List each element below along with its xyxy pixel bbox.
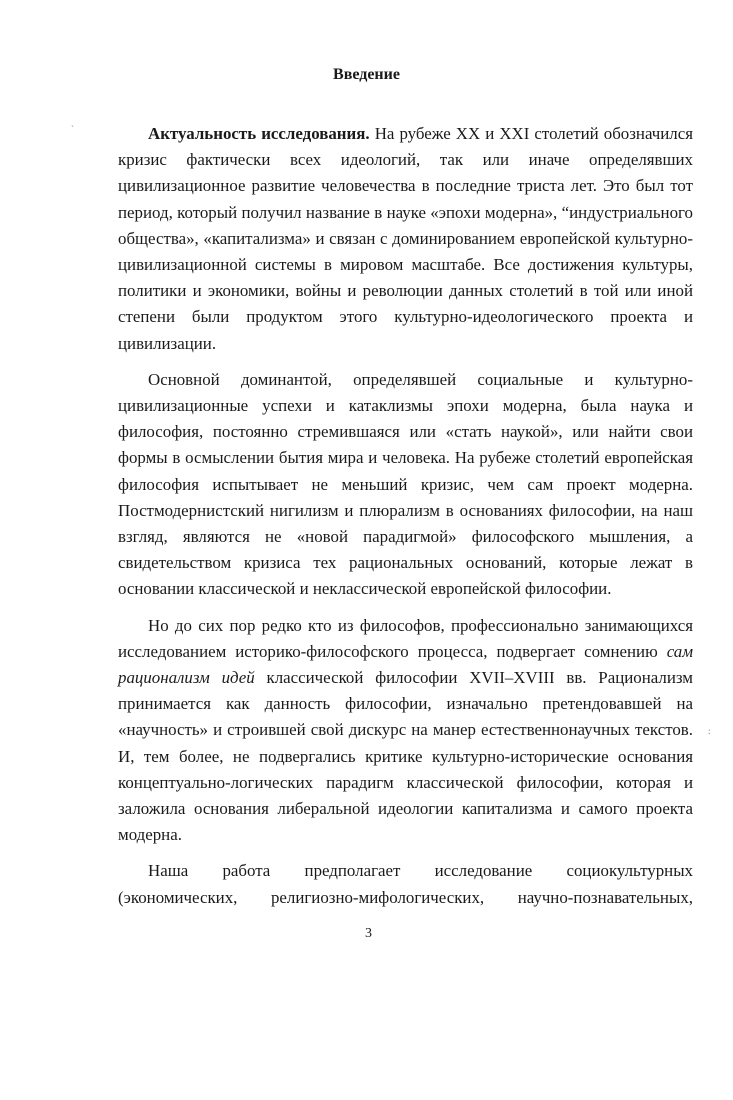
paragraph-text: Но до сих пор редко кто из философов, профессионально занимающихся исследованием историко-философского процесса, подвергает сомнению bbox=[118, 615, 693, 661]
paragraph-text: классической философии XVII–XVIII вв. Рационализм принимается как данность философии, изначально претендовавшей на «научность» и строившей свой дискурс на манер естественнонаучных текстов. И, тем более, не подвергались критике культурно-исторические основания концептуально-логических парадигм классической философии, которая и заложила основания либеральной идеологии капитализма и самого проекта модерна. bbox=[118, 668, 693, 845]
paragraph-text: На рубеже XX и XXI столетий обозначился кризис фактически всех идеологий, так или иначе определявших цивилизационное развитие человечества в последние триста лет. Это был тот период, который получил название в науке «эпохи модерна», “индустриального общества», «капитализма» и связан с доминированием европейской культурно-цивилизационной системы в мировом масштабе. Все достижения культуры, политики и экономики, войны и революции данных столетий в той или иной степени были продуктом этого культурно-идеологического проекта и цивилизации. bbox=[118, 124, 693, 353]
paragraph-italic-phrase: сам рационализм идей bbox=[118, 641, 693, 688]
paragraph-text: Основной доминантой, определявшей социальные и культурно-цивилизационные успехи и катаклизмы эпохи модерна, была наука и философия, постоянно стремившаяся или «стать наукой», или найти свои формы в осмыслении бытия мира и человека. На рубеже столетий европейская философия испытывает не меньший кризис, чем сам проект модерна. Постмодернистский нигилизм и плюрализм в основаниях философии, на наш взгляд, являются не «новой парадигмой» философского мышления, а свидетельством кризиса тех рациональных оснований, которые лежат в основании классической и неклассической европейской философии. bbox=[118, 369, 693, 599]
paragraph-2 bbox=[118, 367, 693, 603]
paragraph-text: Наша работа предполагает исследование социокультурных (экономических, религиозно-мифологических, научно-познавательных, bbox=[118, 861, 693, 907]
scan-artifact-mark: : bbox=[708, 726, 711, 736]
paragraph-lead-bold: Актуальность исследования. bbox=[148, 124, 370, 143]
paragraph-4 bbox=[118, 858, 693, 910]
page-number: 3 bbox=[365, 926, 372, 941]
document-body bbox=[118, 121, 693, 911]
paragraph-1 bbox=[118, 121, 693, 357]
scan-artifact-mark: ˏ bbox=[71, 117, 74, 127]
paragraph-3 bbox=[118, 613, 693, 849]
page-title: Введение bbox=[333, 66, 400, 83]
